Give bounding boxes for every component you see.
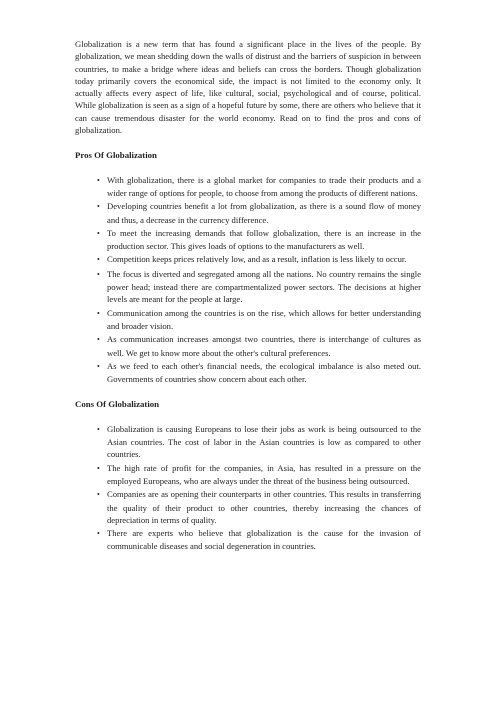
list-item — [97, 423, 421, 461]
list-item-text: Competition keeps prices relatively low, and as a result, inflation is less likely to occur. — [107, 254, 407, 265]
bullet-icon: • — [97, 175, 100, 185]
list-item — [97, 307, 421, 333]
bullet-icon: • — [97, 308, 100, 318]
list-item-text: Developing countries benefit a lot from globalization, as there is a sound flow of money and thus, a decrease in the currency difference. — [107, 201, 421, 225]
list-item — [97, 174, 421, 200]
bullet-icon: • — [97, 255, 100, 265]
list-item-text: There are experts who believe that globalization is the cause for the invasion of communicable diseases and social degeneration in countries. — [107, 528, 421, 552]
bullet-icon: • — [97, 202, 100, 212]
list-item-text: Globalization is causing Europeans to lose their jobs as work is being outsourced to the Asian countries. The cost of labor in the Asian countries is low as compared to other countries. — [107, 423, 421, 460]
cons-heading: Cons Of Globalization — [75, 399, 160, 410]
bullet-icon: • — [97, 228, 100, 238]
bullet-icon: • — [97, 361, 100, 371]
list-item — [97, 333, 421, 359]
list-item-text: As communication increases amongst two countries, there is interchange of cultures as well. We get to know more about the other's cultural preferences. — [107, 334, 421, 358]
pros-list — [75, 174, 421, 386]
intro-paragraph: Globalization is a new term that has found a significant place in the lives of the people. By globalization, we mean shedding down the walls of distrust and the barriers of suspicion in between countries, to make a bridge where ideas and beliefs can cross the borders. Though globalization today primarily covers the economical side, the impact is not limited to the economy only. It actually affects every aspect of life, like cultural, social, psychological and of course, political. While globalization is seen as a sign of a hopeful future by some, there are others who believe that it can cause tremendous disaster for the world economy. Read on to find the pros and cons of globalization. — [75, 39, 421, 136]
list-item-text: Companies are as opening their counterparts in other countries. This results in transferring the quality of their product to other countries, thereby increasing the chances of depreciation in terms of quality. — [107, 489, 421, 525]
list-item-text: To meet the increasing demands that follow globalization, there is an increase in the production sector. This gives loads of options to the manufacturers as well. — [107, 227, 421, 252]
bullet-icon: • — [97, 335, 100, 345]
cons-list — [75, 423, 421, 553]
bullet-icon: • — [97, 529, 100, 539]
bullet-icon: • — [97, 490, 100, 500]
list-item — [97, 488, 421, 526]
bullet-icon: • — [97, 463, 100, 473]
bullet-icon: • — [97, 424, 100, 434]
list-item — [97, 268, 421, 306]
document-page — [75, 38, 421, 554]
list-item-text: Communication among the countries is on the rise, which allows for better understanding and broader vision. — [107, 307, 421, 331]
list-item-text: With globalization, there is a global market for companies to trade their products and a wider range of options for people, to choose from among the products of different nations. — [107, 174, 421, 198]
list-item — [97, 360, 421, 386]
list-item — [97, 200, 421, 226]
list-item — [97, 227, 421, 253]
pros-heading: Pros Of Globalization — [75, 150, 157, 161]
bullet-icon: • — [97, 269, 100, 279]
list-item-text: The focus is diverted and segregated among all the nations. No country remains the single power head; instead there are compartmentalized power sectors. The decisions at higher levels are meant for the people at large. — [107, 268, 421, 305]
list-item — [97, 253, 421, 266]
list-item-text: The high rate of profit for the companies, in Asia, has resulted in a pressure on the employed Europeans, who are always under the threat of the business being outsourced. — [107, 462, 421, 486]
list-item — [97, 527, 421, 553]
list-item — [97, 462, 421, 488]
list-item-text: As we feed to each other's financial needs, the ecological imbalance is also meted out. Governments of countries show concern about each other. — [107, 360, 421, 385]
